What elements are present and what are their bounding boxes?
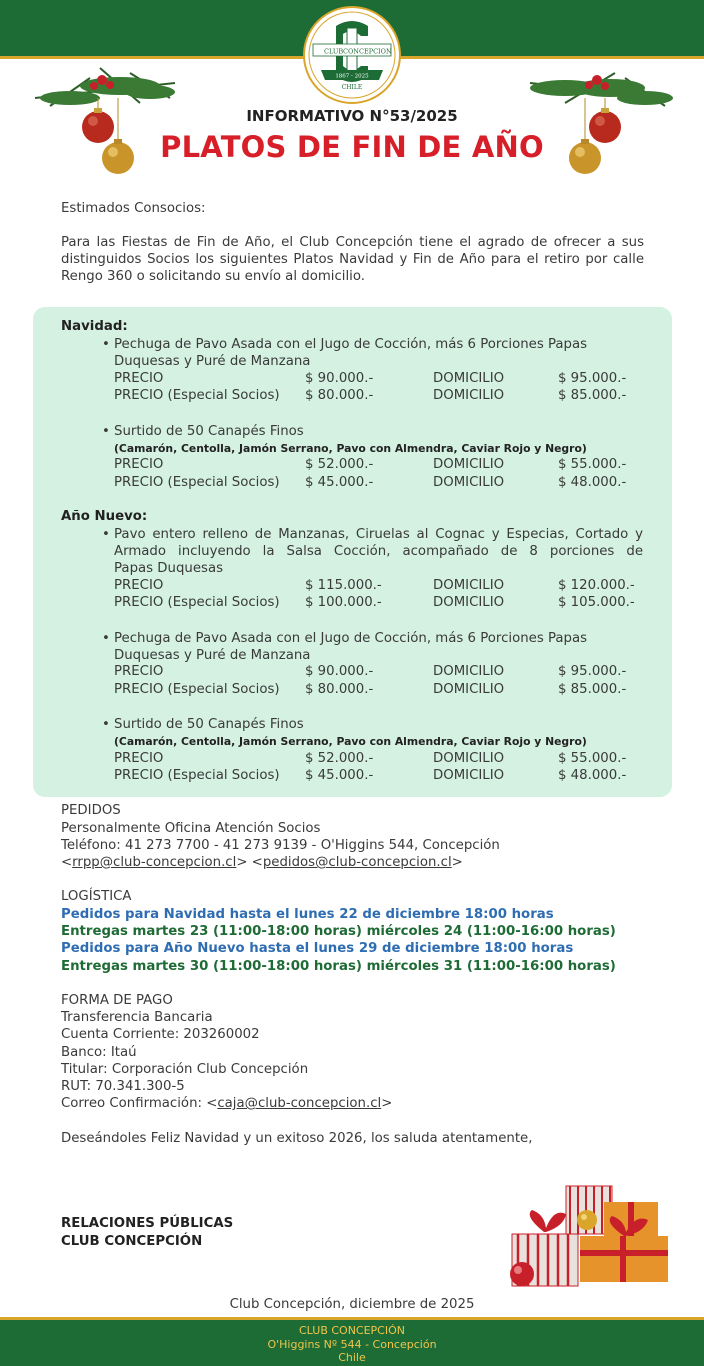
- delivery-price: $ 85.000.-: [558, 388, 627, 403]
- delivery-label: DOMICILIO: [433, 768, 505, 783]
- delivery-label: DOMICILIO: [433, 682, 505, 697]
- logistica-ano-nuevo-delivery: Entregas martes 30 (11:00-18:00 horas) miércoles 31 (11:00-16:00 horas): [61, 959, 616, 974]
- delivery-label: DOMICILIO: [433, 475, 505, 490]
- email-link-caja[interactable]: caja@club-concepcion.cl: [217, 1096, 382, 1111]
- logo-years: 1867 - 2025: [335, 73, 369, 80]
- menu-item-line: Duquesas y Puré de Manzana: [114, 354, 311, 369]
- price-row: [114, 475, 634, 492]
- section-navidad-heading: Navidad:: [61, 319, 128, 334]
- email-link-rrpp[interactable]: rrpp@club-concepcion.cl: [72, 855, 237, 870]
- price-label: PRECIO (Especial Socios): [114, 768, 280, 783]
- logistica-navidad-delivery: Entregas martes 23 (11:00-18:00 horas) miércoles 24 (11:00-16:00 horas): [61, 924, 616, 939]
- pago-account: Cuenta Corriente: 203260002: [61, 1027, 260, 1042]
- bullet-icon: •: [102, 631, 110, 646]
- menu-item-line: Surtido de 50 Canapés Finos: [114, 424, 304, 439]
- price-label: PRECIO: [114, 578, 164, 593]
- signature-department: RELACIONES PÚBLICAS: [61, 1216, 234, 1231]
- delivery-price: $ 105.000.-: [558, 595, 635, 610]
- pedidos-emails: [61, 854, 463, 871]
- price-value: $ 80.000.-: [305, 682, 374, 697]
- delivery-label: DOMICILIO: [433, 457, 505, 472]
- pago-line: Transferencia Bancaria: [61, 1010, 213, 1025]
- bullet-icon: •: [102, 424, 110, 439]
- club-logo: [303, 6, 401, 104]
- price-row: [114, 371, 634, 388]
- greeting: Estimados Consocios:: [61, 201, 206, 216]
- delivery-price: $ 95.000.-: [558, 664, 627, 679]
- pago-holder: Titular: Corporación Club Concepción: [61, 1062, 309, 1077]
- delivery-label: DOMICILIO: [433, 595, 505, 610]
- logo-country: CHILE: [341, 84, 363, 91]
- price-value: $ 115.000.-: [305, 578, 382, 593]
- menu-item-detail: (Camarón, Centolla, Jamón Serrano, Pavo con Almendra, Caviar Rojo y Negro): [114, 442, 587, 455]
- menu-item-line: Pechuga de Pavo Asada con el Jugo de Cocción, más 6 Porciones Papas: [114, 337, 588, 352]
- price-row: [114, 768, 634, 785]
- delivery-price: $ 120.000.-: [558, 578, 635, 593]
- price-value: $ 52.000.-: [305, 751, 374, 766]
- price-label: PRECIO (Especial Socios): [114, 595, 280, 610]
- delivery-price: $ 95.000.-: [558, 371, 627, 386]
- price-label: PRECIO (Especial Socios): [114, 388, 280, 403]
- logo-name-left: CLUB: [324, 47, 344, 56]
- email-bracket: > <: [236, 855, 263, 870]
- delivery-price: $ 55.000.-: [558, 457, 627, 472]
- price-row: [114, 682, 634, 699]
- bullet-icon: •: [102, 527, 110, 542]
- menu-item: [102, 526, 643, 577]
- menu-item-line: Papas Duquesas: [114, 561, 224, 576]
- price-row: [114, 578, 634, 595]
- price-value: $ 45.000.-: [305, 475, 374, 490]
- menu-item-line: Surtido de 50 Canapés Finos: [114, 717, 304, 732]
- pedidos-phone: Teléfono: 41 273 7700 - 41 273 9139 - O'Higgins 544, Concepción: [61, 838, 500, 853]
- email-link-pedidos[interactable]: pedidos@club-concepcion.cl: [262, 855, 452, 870]
- closing-text: Deseándoles Feliz Navidad y un exitoso 2026, los saluda atentamente,: [61, 1131, 533, 1146]
- footer-club-name: CLUB CONCEPCIÓN: [299, 1324, 405, 1337]
- footer-country: Chile: [338, 1351, 366, 1364]
- price-value: $ 90.000.-: [305, 664, 374, 679]
- pedidos-heading: PEDIDOS: [61, 803, 121, 818]
- menu-item: [102, 630, 643, 664]
- price-row: [114, 457, 634, 474]
- price-value: $ 52.000.-: [305, 457, 374, 472]
- delivery-price: $ 55.000.-: [558, 751, 627, 766]
- gift-boxes-icon: [484, 1180, 674, 1292]
- price-row: [114, 595, 634, 612]
- pago-confirmation: [61, 1095, 392, 1112]
- logo-name-right: CONCEPCION: [343, 47, 392, 56]
- footer-address: O'Higgins Nº 544 - Concepción: [267, 1338, 437, 1351]
- pago-bank: Banco: Itaú: [61, 1045, 137, 1060]
- pago-rut: RUT: 70.341.300-5: [61, 1079, 185, 1094]
- menu-item-detail: (Camarón, Centolla, Jamón Serrano, Pavo con Almendra, Caviar Rojo y Negro): [114, 735, 587, 748]
- bullet-icon: •: [102, 717, 110, 732]
- price-label: PRECIO (Especial Socios): [114, 682, 280, 697]
- delivery-label: DOMICILIO: [433, 578, 505, 593]
- price-label: PRECIO: [114, 457, 164, 472]
- price-value: $ 90.000.-: [305, 371, 374, 386]
- confirm-suffix: >: [381, 1096, 393, 1111]
- delivery-label: DOMICILIO: [433, 371, 505, 386]
- price-row: [114, 751, 634, 768]
- logistica-navidad-orders: Pedidos para Navidad hasta el lunes 22 de diciembre 18:00 horas: [61, 907, 554, 922]
- signature-club: CLUB CONCEPCIÓN: [61, 1234, 203, 1249]
- delivery-price: $ 48.000.-: [558, 475, 627, 490]
- price-label: PRECIO: [114, 371, 164, 386]
- menu-item-line: Duquesas y Puré de Manzana: [114, 648, 311, 663]
- menu-item: [102, 336, 643, 370]
- bulletin-number: INFORMATIVO N°53/2025: [246, 107, 458, 125]
- menu-item-line: Pechuga de Pavo Asada con el Jugo de Cocción, más 6 Porciones Papas: [114, 631, 588, 646]
- price-row: [114, 664, 634, 681]
- price-value: $ 100.000.-: [305, 595, 382, 610]
- pedidos-line: Personalmente Oficina Atención Socios: [61, 821, 321, 836]
- email-bracket: >: [451, 855, 463, 870]
- menu-item-line: Armado incluyendo la Salsa Cocción, acompañado de 8 porciones de: [114, 544, 643, 559]
- menu-item: [102, 716, 643, 733]
- bullet-icon: •: [102, 337, 110, 352]
- price-value: $ 80.000.-: [305, 388, 374, 403]
- price-label: PRECIO: [114, 664, 164, 679]
- section-ano-nuevo-heading: Año Nuevo:: [61, 509, 148, 524]
- email-bracket: <: [61, 855, 73, 870]
- menu-item: [102, 423, 643, 440]
- price-label: PRECIO: [114, 751, 164, 766]
- confirm-prefix: Correo Confirmación: <: [61, 1096, 218, 1111]
- logistica-heading: LOGÍSTICA: [61, 889, 132, 904]
- delivery-label: DOMICILIO: [433, 751, 505, 766]
- price-label: PRECIO (Especial Socios): [114, 475, 280, 490]
- delivery-price: $ 85.000.-: [558, 682, 627, 697]
- delivery-label: DOMICILIO: [433, 388, 505, 403]
- page-title: PLATOS DE FIN DE AÑO: [160, 130, 544, 164]
- price-row: [114, 388, 634, 405]
- intro-paragraph: Para las Fiestas de Fin de Año, el Club Concepción tiene el agrado de ofrecer a sus distinguidos Socios los siguientes Platos Navidad y Fin de Año para el retiro por calle Rengo 360 o solicitando su envío al domicilio.: [61, 235, 644, 284]
- dateline: Club Concepción, diciembre de 2025: [229, 1297, 475, 1312]
- logistica-ano-nuevo-orders: Pedidos para Año Nuevo hasta el lunes 29 de diciembre 18:00 horas: [61, 941, 574, 956]
- pago-heading: FORMA DE PAGO: [61, 993, 173, 1008]
- menu-item-line: Pavo entero relleno de Manzanas, Ciruelas al Cognac y Especias, Cortado y: [114, 527, 643, 542]
- price-value: $ 45.000.-: [305, 768, 374, 783]
- delivery-price: $ 48.000.-: [558, 768, 627, 783]
- delivery-label: DOMICILIO: [433, 664, 505, 679]
